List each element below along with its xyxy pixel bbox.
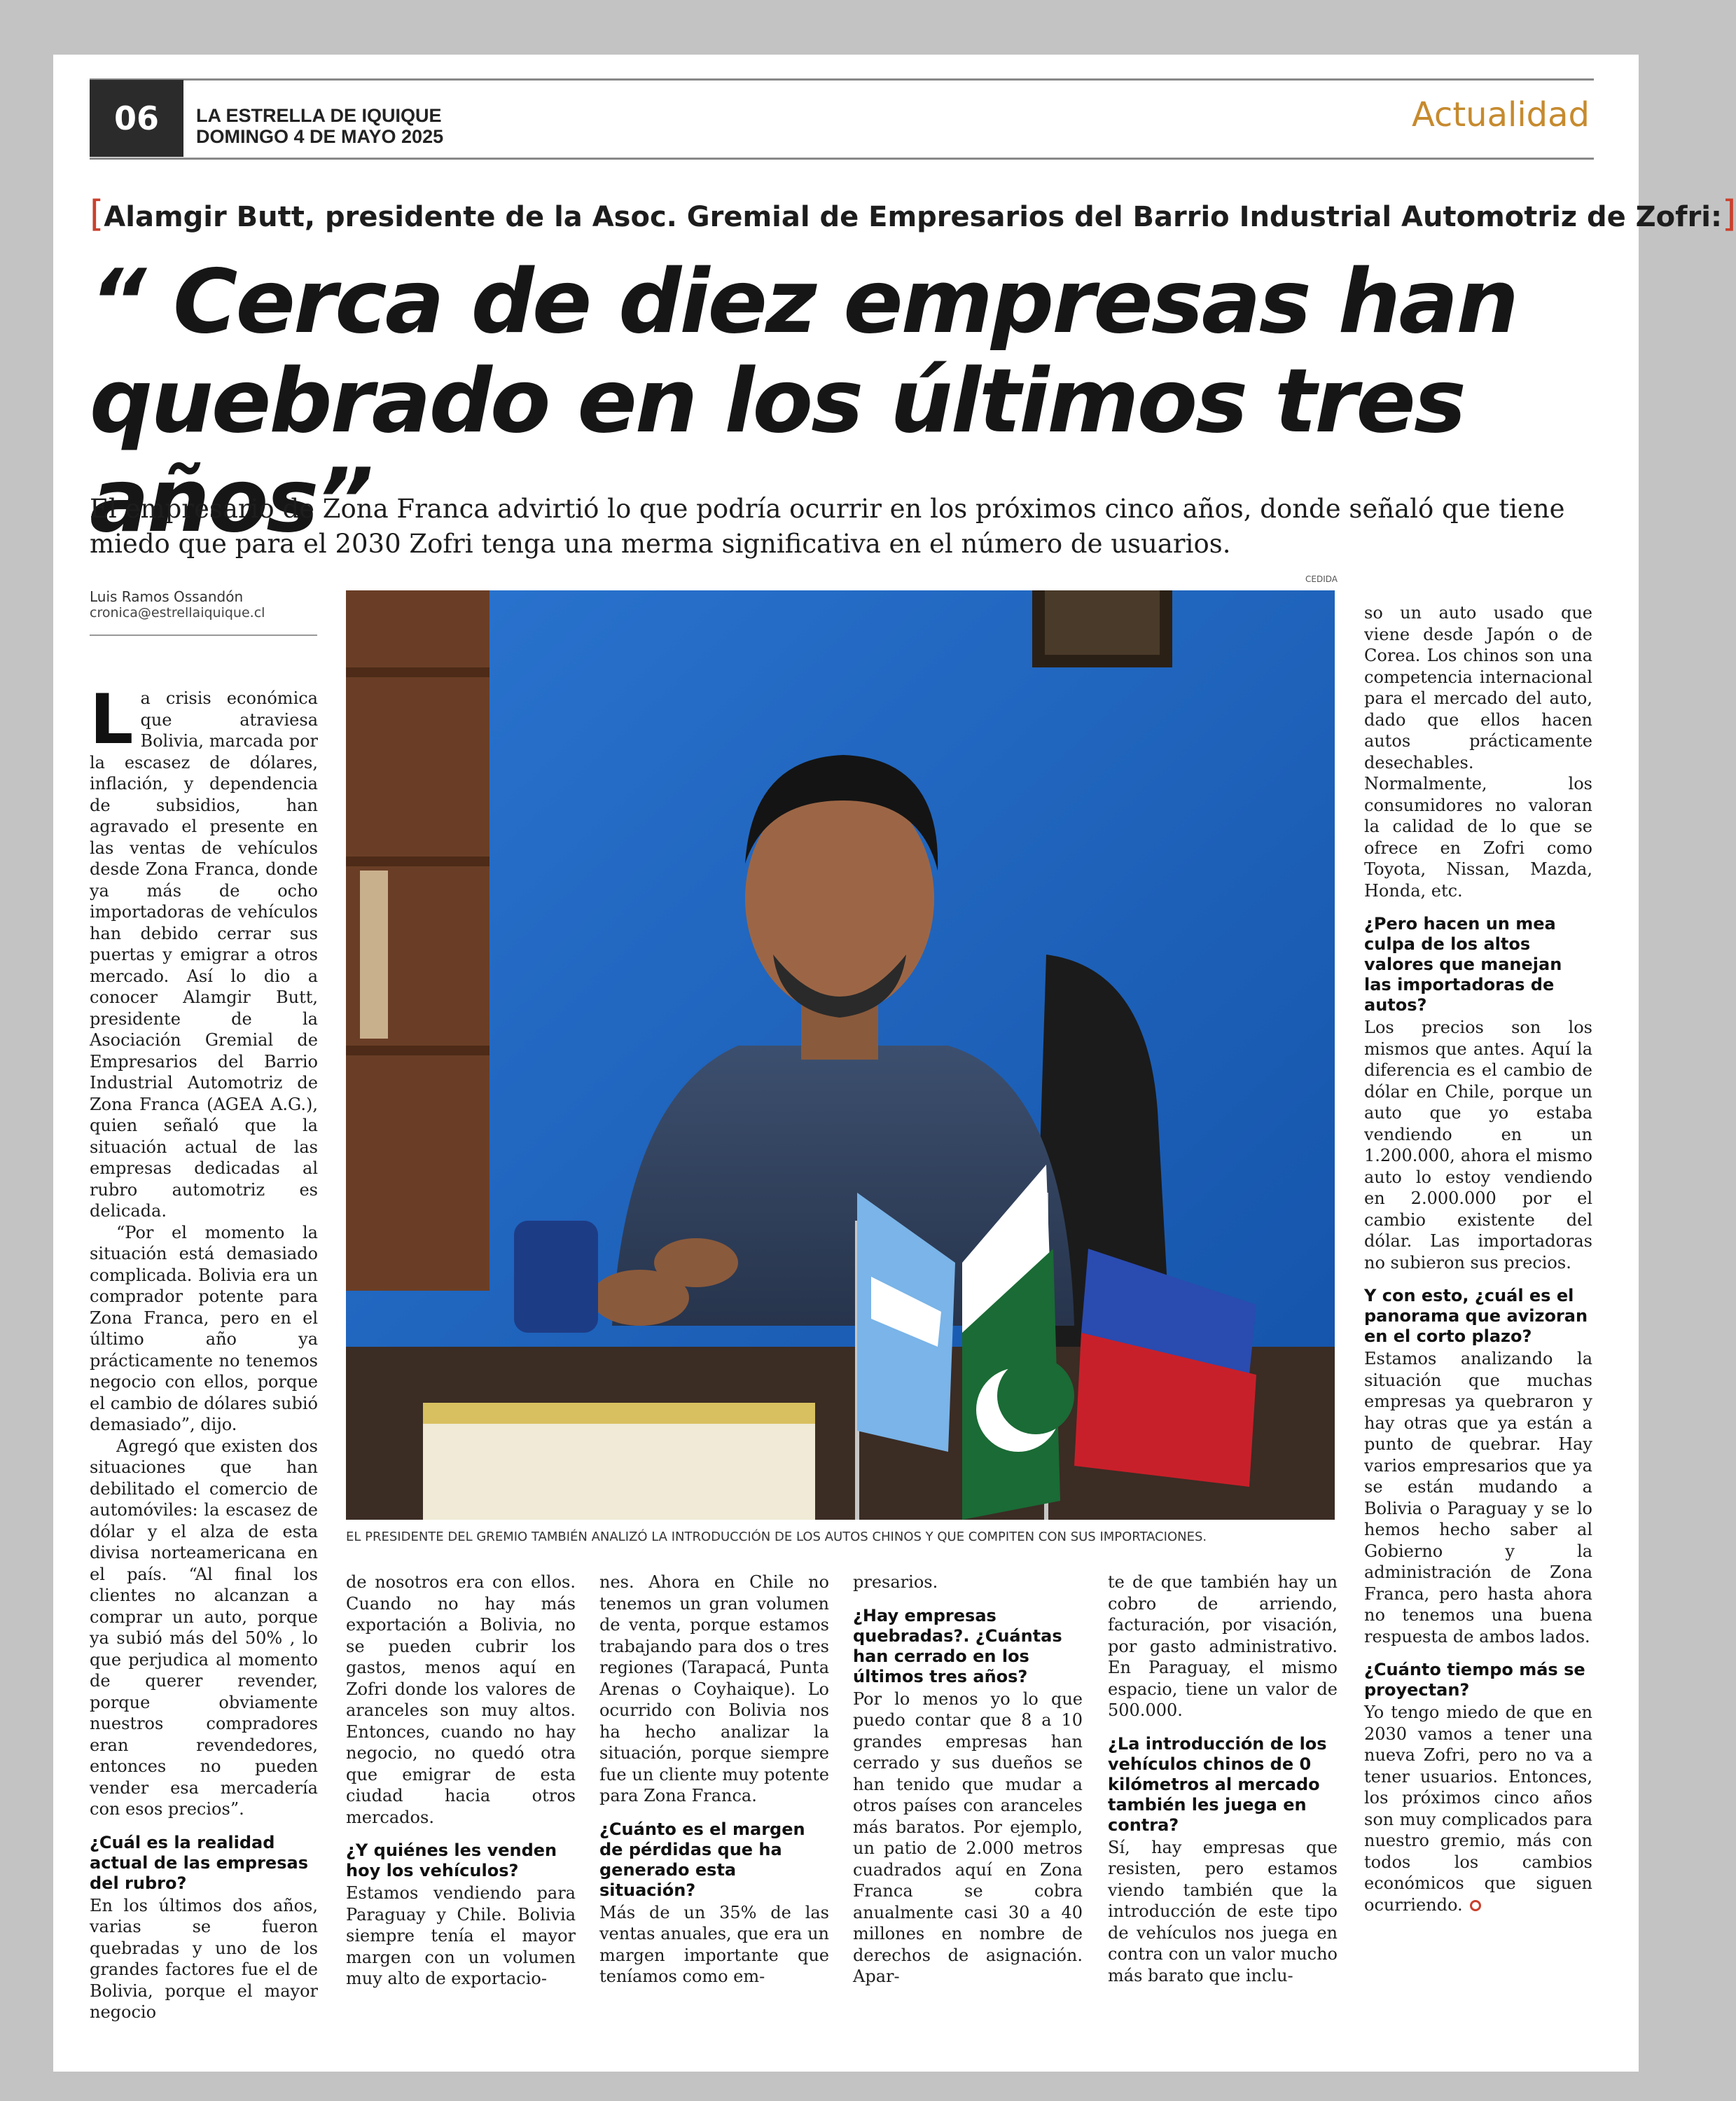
masthead-top-rule bbox=[90, 78, 1594, 81]
byline bbox=[90, 588, 317, 620]
interview-answer: Los precios son los mismos que antes. Aquí la diferencia es el cambio de dólar en Chile, porque un auto que yo estaba vendiendo en un 1.200.000, ahora el mismo auto lo estoy vendiendo en 2.000.000 por el cambio existente del dólar. Las importadoras no subieron sus precios. bbox=[1364, 1018, 1592, 1273]
interview-answer bbox=[1364, 1702, 1592, 1915]
article-kicker bbox=[90, 193, 1736, 235]
interview-question: ¿Y quiénes les venden hoy los vehículos? bbox=[346, 1840, 557, 1880]
interview-question: ¿La introducción de los vehículos chinos de 0 kilómetros al mercado también les juega en contra? bbox=[1108, 1733, 1327, 1835]
paragraph: nes. Ahora en Chile no tenemos un gran volumen de venta, porque estamos trabajando para dos o tres regiones (Tarapacá, Punta Arenas o Coyhaique). Lo ocurrido con Bolivia nos ha hecho analizar la situación, porque siempre fue un cliente muy potente para Zona Franca. bbox=[599, 1572, 829, 1805]
issue-date: DOMINGO 4 DE MAYO 2025 bbox=[196, 126, 444, 147]
paragraph: a crisis económica que atraviesa Bolivia, marcada por la escasez de dólares, inflación, y dependencia de subsidios, han agravado el presente en las ventas de vehículos desde Zona Franca, donde ya más de ocho importadoras de vehículos han debido cerrar sus puertas y emigrar a otros mercado. Así lo dio a conocer Alamgir Butt, presidente de la Asociación Gremial de Empresarios del Barrio Industrial Automotriz de Zona Franca (AGEA A.G.), quien señaló que la situación actual de las empresas dedicadas al rubro automotriz es delicada. bbox=[90, 688, 318, 1221]
drop-cap: L bbox=[90, 680, 134, 760]
author-email: cronica@estrellaiquique.cl bbox=[90, 605, 265, 620]
interview-question: Y con esto, ¿cuál es el panorama que avizoran en el corto plazo? bbox=[1364, 1286, 1588, 1346]
interview-answer: Más de un 35% de las ventas anuales, que era un margen importante que teníamos como em- bbox=[599, 1902, 829, 1986]
article-headline: “ Cerca de diez empresas han quebrado en los últimos tres años” bbox=[90, 250, 1518, 552]
photo-caption: EL PRESIDENTE DEL GREMIO TAMBIÉN ANALIZÓ LA INTRODUCCIÓN DE LOS AUTOS CHINOS Y QUE COMPITEN CON SUS IMPORTACIONES. bbox=[346, 1530, 1207, 1544]
end-of-article-icon bbox=[1470, 1900, 1481, 1911]
interview-answer: Estamos vendiendo para Paraguay y Chile. Bolivia siempre tenía el mayor margen con un volumen muy alto de exportacio- bbox=[346, 1883, 576, 1988]
article-column-5 bbox=[1108, 1572, 1338, 1986]
author-name: Luis Ramos Ossandón bbox=[90, 588, 244, 605]
interview-question: ¿Pero hacen un mea culpa de los altos valores que manejan las importadoras de autos? bbox=[1364, 914, 1562, 1015]
kicker-text: Alamgir Butt, presidente de la Asoc. Gremial de Empresarios del Barrio Industrial Automotriz de Zofri: bbox=[104, 201, 1722, 233]
paragraph: so un auto usado que viene desde Japón o de Corea. Los chinos son una competencia internacional para el mercado del auto, dado que ellos hacen autos prácticamente desechables. Normalmente, los consumidores no valoran la calidad de lo que se ofrece en Zofri como Toyota, Nissan, Mazda, Honda, etc. bbox=[1364, 603, 1592, 901]
paragraph: te de que también hay un cobro de arriendo, facturación, por visación, por gasto administrativo. En Paraguay, el mismo espacio, tiene un valor de 500.000. bbox=[1108, 1572, 1338, 1720]
interview-question: ¿Cuánto es el margen de pérdidas que ha generado esta situación? bbox=[599, 1819, 805, 1900]
section-label: Actualidad bbox=[1411, 95, 1590, 134]
photo-credit: CEDIDA bbox=[1305, 574, 1338, 584]
paragraph: presarios. bbox=[853, 1572, 938, 1592]
interview-question: ¿Cuál es la realidad actual de las empresas del rubro? bbox=[90, 1832, 308, 1893]
article-photo bbox=[346, 590, 1335, 1520]
newspaper-name: LA ESTRELLA DE IQUIQUE bbox=[196, 105, 442, 126]
kicker-bracket-open: [ bbox=[90, 193, 104, 235]
paragraph: “Por el momento la situación está demasiado complicada. Bolivia era un comprador potente para Zona Franca, pero en el último año ya prácticamente no tenemos negocio con ellos, porque el cambio de dólares subió demasiado”, dijo. bbox=[90, 1222, 318, 1434]
article-column-2 bbox=[346, 1572, 576, 1990]
paragraph: Agregó que existen dos situaciones que han debilitado el comercio de automóviles: la escasez de dólar y el alza de esta divisa norteamericana en el país. “Al final los clientes no alcanzan a comprar un auto, porque ya subió más del 50% , lo que perjudica al momento de querer revender, porque obviamente nuestros compradores eran revendedores, entonces no pueden vender esa mercadería con esos precios”. bbox=[90, 1436, 318, 1819]
paragraph: de nosotros era con ellos. Cuando no hay más exportación a Bolivia, no se pueden cubrir los gastos, menos aquí en Zofri donde los valores de aranceles son muy altos. Entonces, cuando no hay negocio, no quedó otra que emigrar de esta ciudad hacia otros mercados. bbox=[346, 1572, 576, 1827]
interview-question: ¿Hay empresas quebradas?. ¿Cuántas han cerrado en los últimos tres años? bbox=[853, 1605, 1062, 1686]
interview-answer: Estamos analizando la situación que muchas empresas ya quebraron y hay otras que ya están a punto de quebrar. Hay varios empresarios que ya se están mudando a Bolivia o Paraguay y se lo hemos hecho saber al Gobierno y la administración de Zona Franca, pero hasta ahora no tenemos una buena respuesta de ambos lados. bbox=[1364, 1349, 1592, 1646]
interview-answer: Sí, hay empresas que resisten, pero estamos viendo también que la introducción de este tipo de vehículos nos juega en contra con un valor mucho más barato que inclu- bbox=[1108, 1837, 1338, 1985]
masthead-info bbox=[196, 105, 443, 147]
page-number: 06 bbox=[90, 80, 183, 157]
interview-answer: En los últimos dos años, varias se fueron quebradas y uno de los grandes factores fue el de Bolivia, porque el mayor negocio bbox=[90, 1895, 318, 2022]
interview-question: ¿Cuánto tiempo más se proyectan? bbox=[1364, 1660, 1585, 1700]
photo-illustration bbox=[346, 590, 1335, 1520]
masthead-bottom-rule bbox=[90, 158, 1594, 160]
interview-answer: Por lo menos yo lo que puedo contar que 8 a 10 grandes empresas han cerrado y sus dueños se han tenido que mudar a otros países con aranceles más baratos. Por ejemplo, un patio de 2.000 metros cuadrados aquí en Zona Franca se cobra anualmente casi 30 a 40 millones en nombre de derechos de asignación. Apar- bbox=[853, 1689, 1083, 1986]
article-column-1 bbox=[90, 680, 318, 2023]
article-column-3 bbox=[599, 1572, 829, 1988]
kicker-bracket-close: ] bbox=[1722, 193, 1736, 235]
byline-rule bbox=[90, 635, 317, 636]
article-deck: El empresario de Zona Franca advirtió lo que podría ocurrir en los próximos cinco años, donde señaló que tiene miedo que para el 2030 Zofri tenga una merma significativa en el número de usuarios. bbox=[90, 494, 1565, 559]
article-column-6 bbox=[1364, 602, 1592, 1915]
answer-text: Yo tengo miedo de que en 2030 vamos a tener una nueva Zofri, pero no va a tener usuarios. Entonces, los próximos cinco años son muy complicados para nuestro gremio, más con todos los cambios económicos que siguen ocurriendo. bbox=[1364, 1703, 1592, 1915]
article-column-4 bbox=[853, 1572, 1083, 1988]
